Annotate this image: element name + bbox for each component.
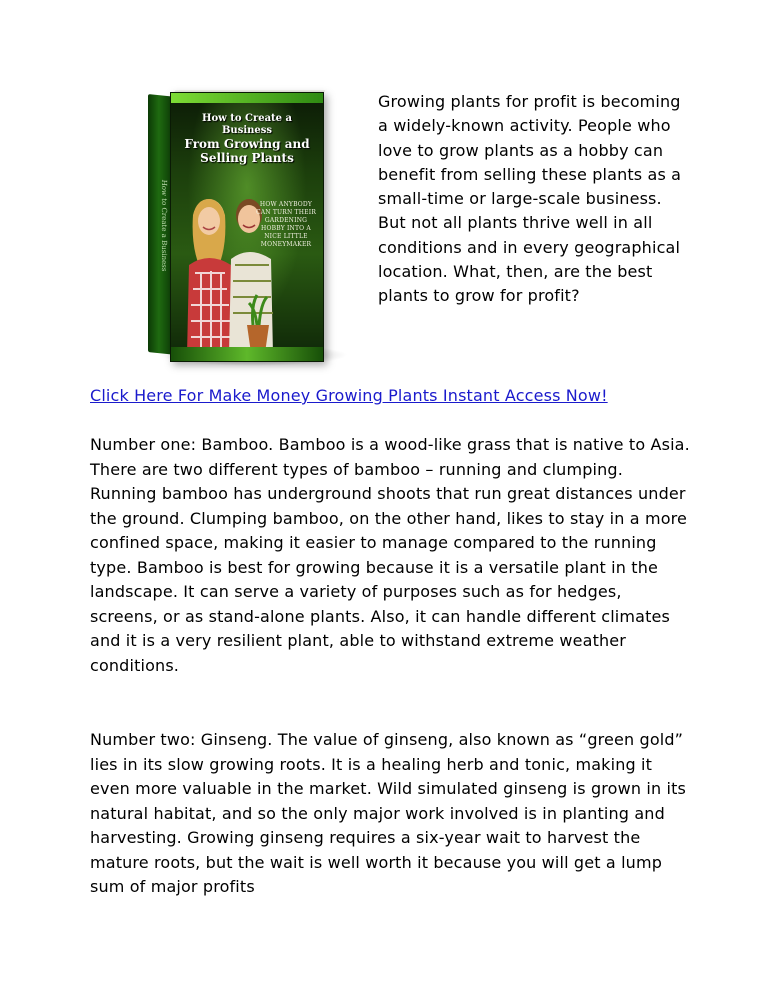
cover-title-line-3: Selling Plants <box>200 151 294 165</box>
cover-title-line-2: From Growing and <box>184 137 310 151</box>
cover-subtitle: HOW ANYBODY CAN TURN THEIR GARDENING HOBBY INTO A NICE LITTLE MONEYMAKER <box>255 201 317 248</box>
paragraph-ginseng: Number two: Ginseng. The value of ginseng, also known as “green gold” lies in its slow growing roots. It is a healing herb and tonic, making it even more valuable in the market. Wild simulated ginseng is grown in its natural habitat, and so the only major work involved is in planting and harvesting. Growing ginseng requires a six-year wait to harvest the mature roots, but the wait is well worth it because you will get a lump sum of major profits <box>90 730 686 896</box>
ebook-cover-image <box>148 82 324 372</box>
cover-title <box>177 113 317 165</box>
cover-top-band <box>171 93 323 103</box>
intro-paragraph: Growing plants for profit is becoming a widely-known activity. People who love to grow plants as a hobby can benefit from selling these plants as a small-time or large-scale business. But not all plants thrive well in all conditions and in every geographical location. What, then, are the best plants to grow for profit? <box>378 92 682 306</box>
book-spine-title: How to Create a Business <box>160 179 168 272</box>
book-spine <box>148 94 172 355</box>
paragraph-bamboo: Number one: Bamboo. Bamboo is a wood-like grass that is native to Asia. There are two different types of bamboo – running and clumping. Running bamboo has underground shoots that run great distances under the ground. Clumping bamboo, on the other hand, likes to stay in a more confined space, making it easier to manage compared to the running type. Bamboo is best for growing because it is a versatile plant in the landscape. It can serve a variety of purposes such as for hedges, screens, or as stand-alone plants. Also, it can handle different climates and it is a very resilient plant, able to withstand extreme weather conditions. <box>90 435 690 675</box>
instant-access-link[interactable]: Click Here For Make Money Growing Plants Instant Access Now! <box>90 386 608 405</box>
cover-bottom-band <box>171 347 323 361</box>
cover-title-line-1: How to Create a Business <box>202 113 292 136</box>
book-front-cover <box>170 92 324 362</box>
